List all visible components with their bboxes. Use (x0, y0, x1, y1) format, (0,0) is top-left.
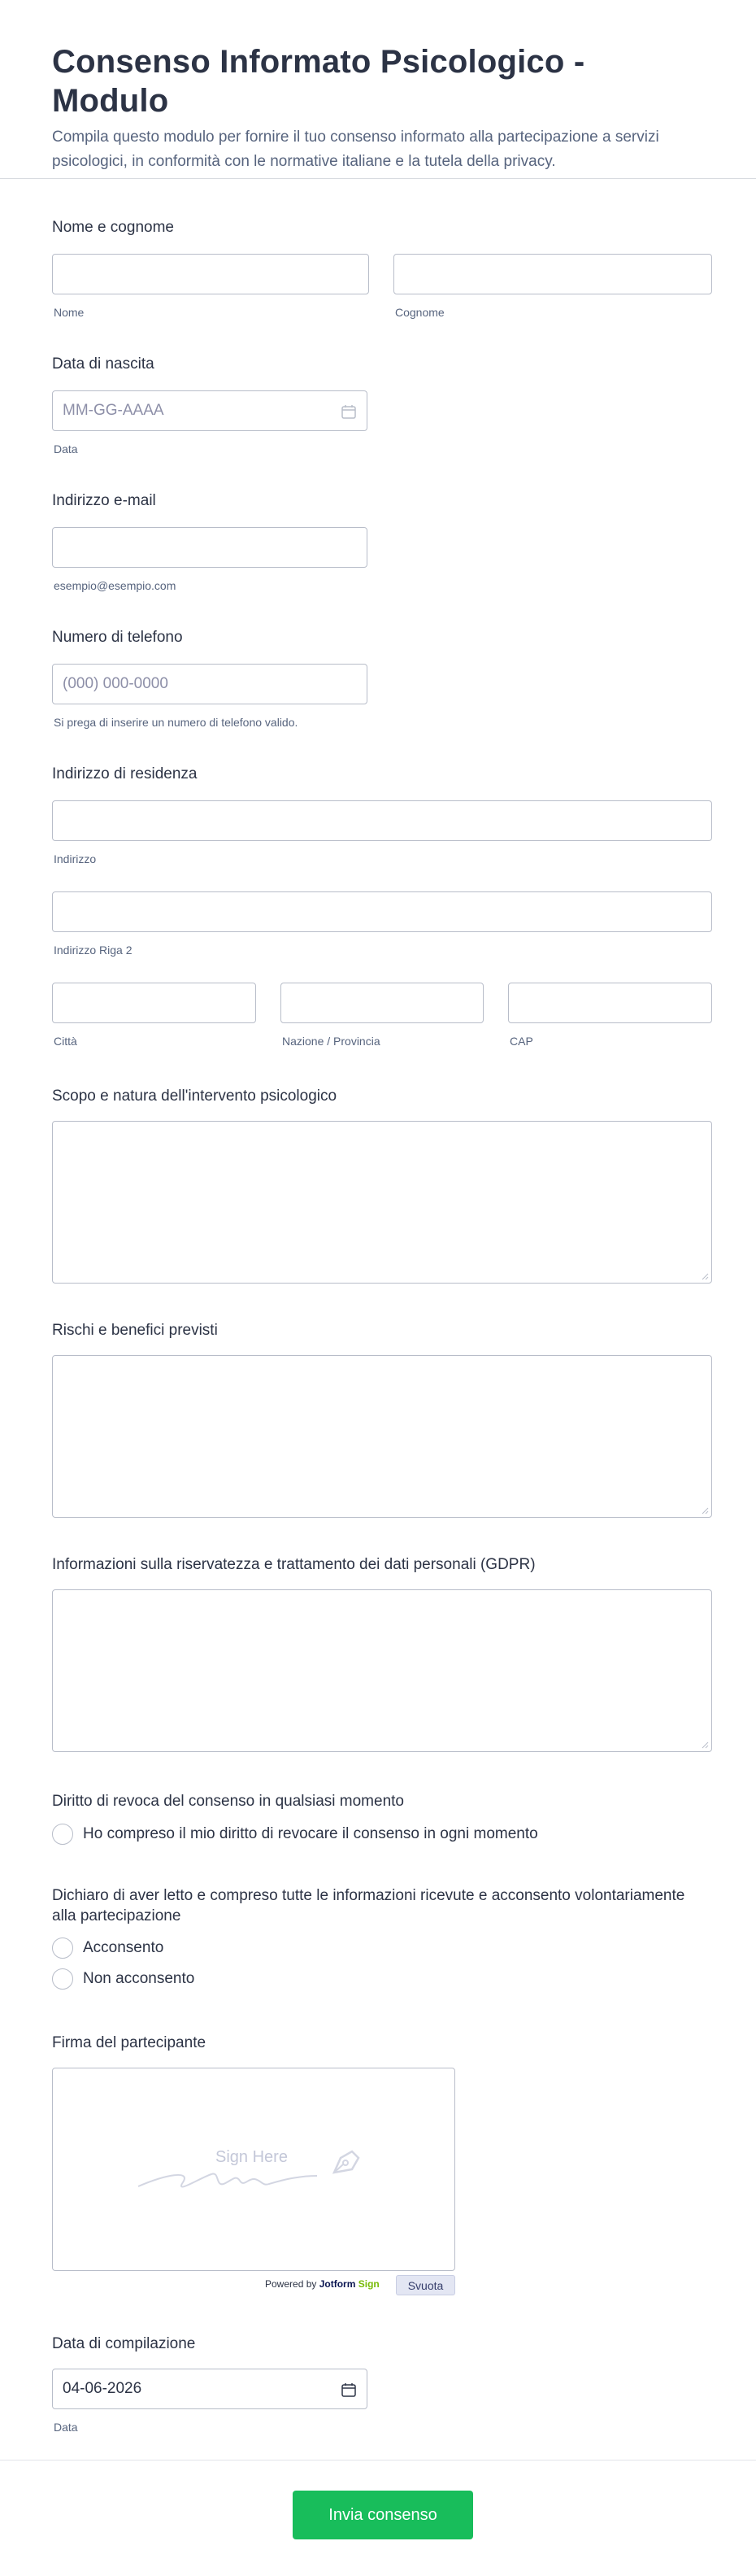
phone-input[interactable] (52, 664, 367, 704)
phone-field (52, 628, 712, 647)
no-consent-radio[interactable] (52, 1968, 73, 1990)
state-input[interactable] (280, 983, 484, 1023)
pen-nib-icon (328, 2147, 363, 2179)
address-field (52, 765, 712, 784)
address-label: Indirizzo di residenza (52, 765, 198, 782)
zip-input[interactable] (508, 983, 712, 1023)
calendar-icon[interactable] (341, 403, 357, 420)
compile-date-sublabel: Data (54, 2421, 78, 2434)
compile-date-input[interactable] (52, 2369, 367, 2409)
address-line1-input[interactable] (52, 800, 712, 841)
powered-prefix: Powered by (265, 2278, 317, 2290)
consent-radio[interactable] (52, 1937, 73, 1959)
city-input[interactable] (52, 983, 256, 1023)
purpose-field (52, 1087, 712, 1106)
purpose-textarea[interactable] (52, 1121, 712, 1284)
signature-label: Firma del partecipante (52, 2034, 206, 2051)
privacy-textarea[interactable] (52, 1589, 712, 1752)
declaration-field (52, 1885, 702, 1926)
revoke-field (52, 1792, 712, 1811)
risks-label: Rischi e benefici previsti (52, 1322, 218, 1339)
declaration-option-no-consent[interactable] (52, 1968, 194, 1990)
address-line1-sublabel: Indirizzo (54, 852, 97, 865)
resize-handle-icon[interactable] (701, 1272, 709, 1280)
email-sublabel: esempio@esempio.com (54, 579, 176, 592)
purpose-label: Scopo e natura dell'intervento psicologico (52, 1087, 337, 1105)
state-sublabel: Nazione / Provincia (282, 1035, 380, 1048)
last-name-sublabel: Cognome (395, 306, 445, 319)
calendar-icon[interactable] (341, 2382, 357, 2398)
no-consent-option-label: Non acconsento (83, 1970, 195, 1987)
privacy-field (52, 1555, 712, 1575)
revoke-option[interactable] (52, 1824, 538, 1845)
submit-button[interactable]: Invia consenso (293, 2491, 473, 2539)
birthdate-field (52, 355, 712, 374)
compile-date-value: 04-06-2026 (63, 2380, 142, 2397)
phone-label: Numero di telefono (52, 629, 183, 646)
brand-suffix: Sign (358, 2278, 380, 2290)
first-name-sublabel: Nome (54, 306, 85, 319)
revoke-radio[interactable] (52, 1824, 73, 1845)
signature-field (52, 2033, 712, 2053)
jotform-brand (319, 2278, 380, 2290)
signature-pad[interactable] (52, 2068, 455, 2271)
email-input[interactable] (52, 527, 367, 568)
compile-date-label: Data di compilazione (52, 2335, 196, 2352)
name-label: Nome e cognome (52, 219, 174, 236)
address-line2-sublabel: Indirizzo Riga 2 (54, 944, 133, 957)
birthdate-input[interactable] (52, 390, 367, 431)
name-field (52, 218, 712, 238)
risks-field (52, 1321, 712, 1340)
last-name-input[interactable] (393, 254, 712, 294)
birthdate-sublabel: Data (54, 442, 78, 455)
revoke-label: Diritto di revoca del consenso in qualsiasi momento (52, 1793, 404, 1810)
brand-name: Jotform (319, 2278, 356, 2290)
declaration-option-consent[interactable] (52, 1937, 163, 1959)
page-subtitle: Compila questo modulo per fornire il tuo consenso informato alla partecipazione a servizi psicologici, in conformità con le normative italiane e la tutela della privacy. (52, 129, 659, 170)
zip-sublabel: CAP (510, 1035, 533, 1048)
phone-placeholder: (000) 000-0000 (63, 675, 168, 692)
form-header (0, 0, 756, 179)
powered-by (265, 2278, 380, 2290)
signature-placeholder: Sign Here (215, 2148, 288, 2166)
risks-textarea[interactable] (52, 1355, 712, 1518)
revoke-option-label: Ho compreso il mio diritto di revocare il consenso in ogni momento (83, 1825, 538, 1842)
privacy-label: Informazioni sulla riservatezza e trattamento dei dati personali (GDPR) (52, 1556, 536, 1573)
phone-sublabel: Si prega di inserire un numero di telefono valido. (54, 716, 298, 729)
clear-signature-button[interactable]: Svuota (396, 2275, 455, 2295)
consent-option-label: Acconsento (83, 1939, 164, 1956)
birthdate-placeholder: MM-GG-AAAA (63, 402, 164, 419)
first-name-input[interactable] (52, 254, 369, 294)
birthdate-label: Data di nascita (52, 355, 154, 373)
resize-handle-icon[interactable] (701, 1741, 709, 1749)
declaration-label: Dichiaro di aver letto e compreso tutte le informazioni ricevute e acconsento volontariamente alla partecipazione (52, 1887, 685, 1924)
email-label: Indirizzo e-mail (52, 492, 156, 509)
city-sublabel: Città (54, 1035, 77, 1048)
address-line2-input[interactable] (52, 891, 712, 932)
page-title: Consenso Informato Psicologico - Modulo (52, 44, 585, 119)
compile-date-field (52, 2334, 712, 2354)
email-field (52, 491, 712, 511)
resize-handle-icon[interactable] (701, 1506, 709, 1515)
